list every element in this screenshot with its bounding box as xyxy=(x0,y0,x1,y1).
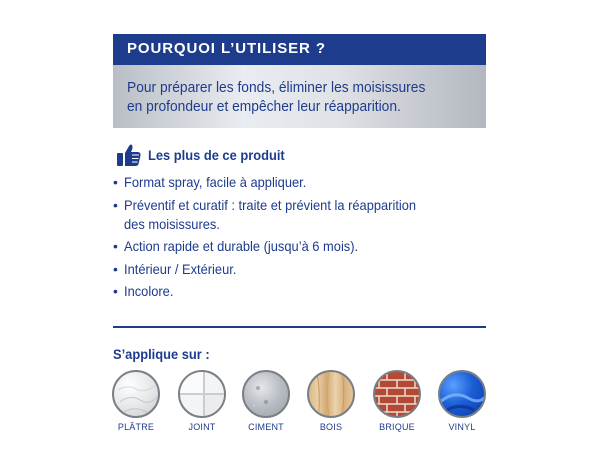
vinyl-texture-icon xyxy=(438,370,486,418)
list-item: • Préventif et curatif : traite et prévient la réapparition des moisissures. xyxy=(113,196,417,232)
header-band xyxy=(113,34,486,65)
benefits-title: Les plus de ce produit xyxy=(148,147,285,163)
brick-texture-icon xyxy=(373,370,421,418)
surface-label: BOIS xyxy=(319,422,343,432)
list-item: • Incolore. xyxy=(113,283,174,299)
tile-joint-texture-icon xyxy=(178,370,226,418)
cement-texture-icon xyxy=(242,370,290,418)
section-title: POURQUOI L’UTILISER ? xyxy=(127,40,326,57)
benefits-list xyxy=(113,173,473,305)
surface-joint xyxy=(177,370,227,432)
surface-label: PLÂTRE xyxy=(117,422,155,432)
surface-brique xyxy=(372,370,422,432)
thumbs-up-icon xyxy=(116,142,142,168)
surface-label: JOINT xyxy=(188,422,216,432)
list-item: • Format spray, facile à appliquer. xyxy=(113,174,307,190)
surface-label: BRIQUE xyxy=(379,422,415,432)
list-item: • Intérieur / Extérieur. xyxy=(113,260,237,277)
surface-platre xyxy=(111,370,161,432)
subtitle-text xyxy=(127,78,449,116)
surface-label: CIMENT xyxy=(248,422,284,432)
section-divider xyxy=(113,326,486,328)
subtitle-line: en profondeur et empêcher leur réapparition. xyxy=(127,98,401,115)
list-item: • Action rapide et durable (jusqu’à 6 mois). xyxy=(113,238,359,254)
surface-ciment xyxy=(241,370,291,432)
surface-bois xyxy=(306,370,356,432)
surface-vinyl xyxy=(437,370,487,432)
applies-title: S’applique sur : xyxy=(113,346,210,362)
subtitle-band xyxy=(113,65,486,128)
wood-texture-icon xyxy=(307,370,355,418)
benefits-heading xyxy=(116,142,297,168)
surface-label: VINYL xyxy=(448,422,476,432)
plaster-texture-icon xyxy=(112,370,160,418)
subtitle-line: Pour préparer les fonds, éliminer les moisissures xyxy=(127,79,426,96)
